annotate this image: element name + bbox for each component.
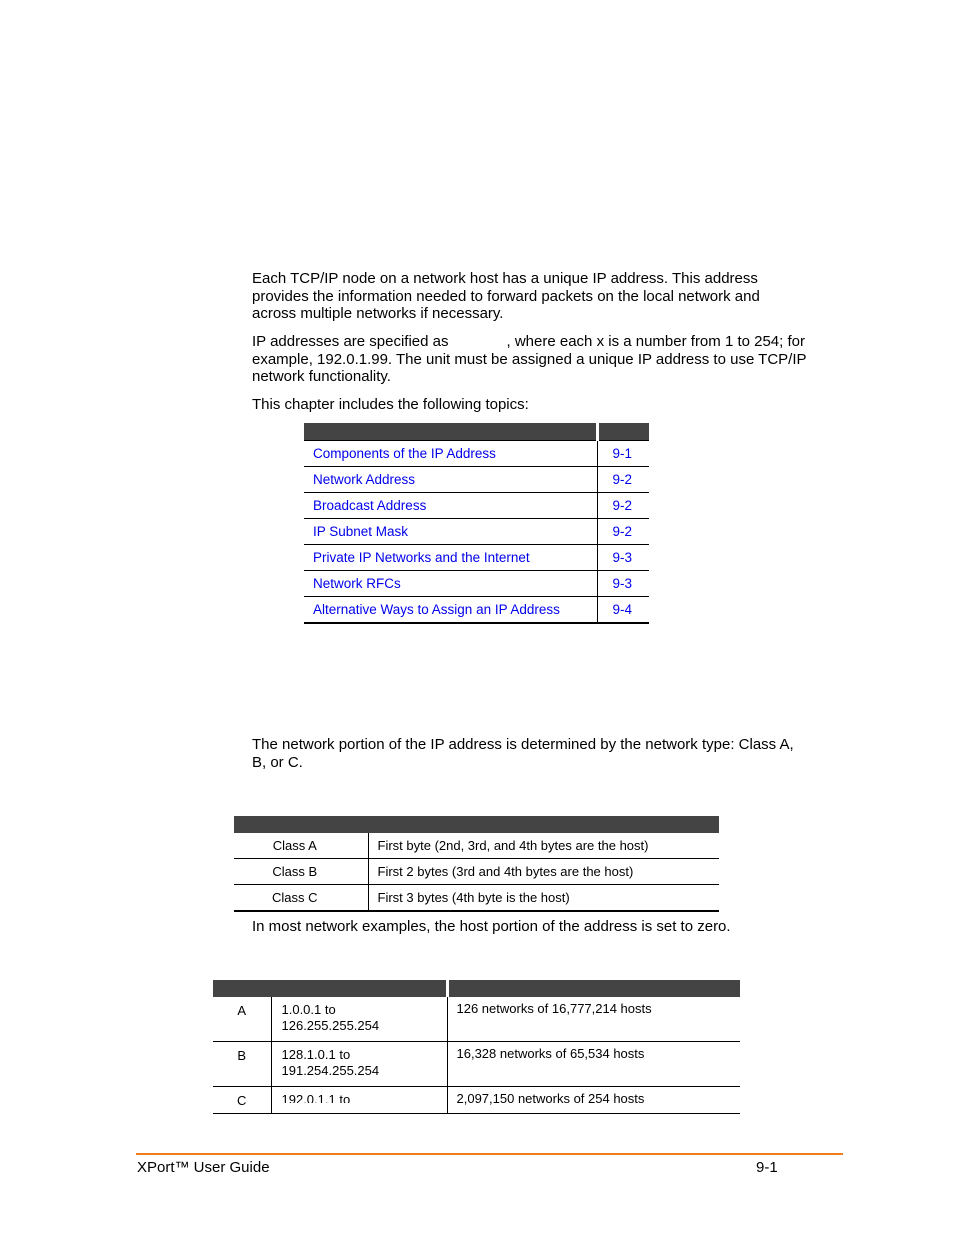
- topic-page-link[interactable]: 9-4: [597, 597, 649, 624]
- topic-link[interactable]: Network Address: [304, 467, 597, 493]
- topic-page-link[interactable]: 9-2: [597, 519, 649, 545]
- topic-page-link[interactable]: 9-2: [597, 493, 649, 519]
- topic-page-link[interactable]: 9-3: [597, 545, 649, 571]
- range-class: A: [213, 997, 271, 1042]
- range-table: [213, 980, 740, 1114]
- topic-page-link[interactable]: 9-2: [597, 467, 649, 493]
- address-range: [271, 1042, 447, 1087]
- table-row: [234, 833, 719, 859]
- range-class: B: [213, 1042, 271, 1087]
- table-row: [213, 997, 740, 1042]
- table-row: [213, 1087, 740, 1114]
- class-header-bar: [234, 816, 719, 833]
- class-name: Class A: [234, 833, 368, 859]
- topic-link[interactable]: IP Subnet Mask: [304, 519, 597, 545]
- network-count: 126 networks of 16,777,214 hosts: [447, 997, 740, 1042]
- class-table: [234, 816, 719, 912]
- table-row: [234, 859, 719, 885]
- intro-paragraph-1: Each TCP/IP node on a network host has a unique IP address. This address provides the information needed to forward packets on the local network and across multiple networks if necessary.: [252, 270, 760, 323]
- class-name: Class B: [234, 859, 368, 885]
- topic-row: [304, 571, 649, 597]
- range-start: 128.1.0.1 to: [281, 1047, 351, 1062]
- class-description: First 2 bytes (3rd and 4th bytes are the host): [368, 859, 719, 885]
- topic-link[interactable]: Private IP Networks and the Internet: [304, 545, 597, 571]
- network-count: 16,328 networks of 65,534 hosts: [447, 1042, 740, 1087]
- address-range: [271, 997, 447, 1042]
- footer-page-number: 9-1: [756, 1159, 778, 1176]
- class-description: First 3 bytes (4th byte is the host): [368, 885, 719, 912]
- topic-row: [304, 493, 649, 519]
- topic-link[interactable]: Broadcast Address: [304, 493, 597, 519]
- topic-page-link[interactable]: 9-1: [597, 441, 649, 467]
- address-range: [271, 1087, 447, 1114]
- topics-table: [304, 423, 649, 624]
- range-start: 192.0.1.1 to: [281, 1092, 351, 1103]
- class-description: First byte (2nd, 3rd, and 4th bytes are the host): [368, 833, 719, 859]
- network-paragraph-1: The network portion of the IP address is determined by the network type: Class A, B, or C.: [252, 736, 794, 771]
- topic-page-link[interactable]: 9-3: [597, 571, 649, 597]
- intro-paragraph-2-end: , where each x is a number from 1 to 254; for example, 192.0.1.99. The unit must be assigned a unique IP address to use TCP/IP network functionality.: [252, 333, 807, 386]
- topic-link[interactable]: Components of the IP Address: [304, 441, 597, 467]
- network-paragraph-2: In most network examples, the host portion of the address is set to zero.: [252, 918, 731, 935]
- range-header-bar: [213, 980, 740, 997]
- range-class: C: [213, 1087, 271, 1114]
- range-end: 126.255.255.254: [281, 1018, 380, 1033]
- range-start: 1.0.0.1 to: [281, 1002, 336, 1017]
- range-end: 191.254.255.254: [281, 1063, 380, 1078]
- topic-row: [304, 545, 649, 571]
- footer-guide-title: XPort™ User Guide: [137, 1159, 270, 1176]
- table-row: [213, 1042, 740, 1087]
- intro-paragraph-2-start: IP addresses are specified as: [252, 333, 449, 350]
- topics-header-bar: [304, 423, 649, 441]
- topic-row: [304, 467, 649, 493]
- topic-link[interactable]: Network RFCs: [304, 571, 597, 597]
- intro-paragraph-2: [252, 333, 808, 386]
- class-name: Class C: [234, 885, 368, 912]
- table-row: [234, 885, 719, 912]
- topic-row: [304, 441, 649, 467]
- footer-divider: [136, 1153, 843, 1155]
- network-count: 2,097,150 networks of 254 hosts: [447, 1087, 740, 1114]
- topic-link[interactable]: Alternative Ways to Assign an IP Address: [304, 597, 597, 624]
- intro-paragraph-3: This chapter includes the following topics:: [252, 396, 529, 413]
- topic-row: [304, 597, 649, 624]
- topic-row: [304, 519, 649, 545]
